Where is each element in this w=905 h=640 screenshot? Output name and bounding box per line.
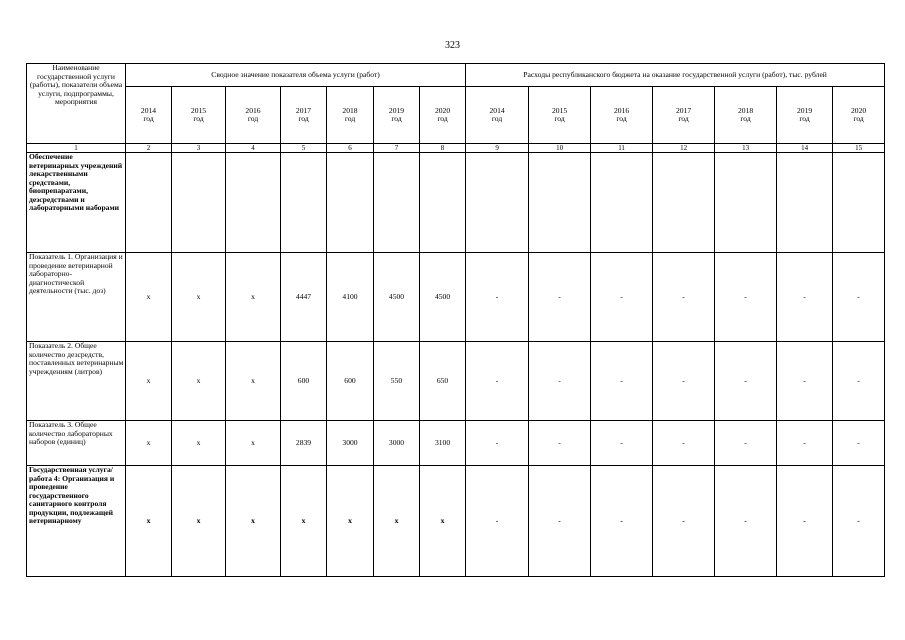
table-cell — [126, 153, 172, 253]
header-year: 2015 год — [172, 87, 226, 144]
header-row-years — [27, 87, 885, 144]
column-number: 12 — [653, 144, 715, 153]
row-name: Показатель 2. Общее количество дезсредств, поставленных ветеринарным учреждениям (литров) — [27, 342, 126, 421]
table-cell: x — [172, 342, 226, 421]
column-number: 4 — [226, 144, 281, 153]
table-cell: x — [126, 253, 172, 342]
page-number: 323 — [445, 40, 460, 51]
column-number: 10 — [529, 144, 591, 153]
table-cell: x — [374, 466, 420, 577]
table-cell — [420, 153, 466, 253]
column-number: 15 — [833, 144, 885, 153]
table-cell: - — [715, 342, 777, 421]
table-cell: 550 — [374, 342, 420, 421]
header-expenses-group: Расходы республиканского бюджета на оказание государственной услуги (работ), тыс. рублей — [466, 64, 885, 87]
row-name: Показатель 3. Общее количество лабораторных наборов (единиц) — [27, 421, 126, 466]
table-cell: - — [591, 466, 653, 577]
table-cell: - — [833, 253, 885, 342]
table-cell: x — [126, 466, 172, 577]
table-cell: - — [466, 421, 529, 466]
table-cell: x — [226, 421, 281, 466]
table-cell: - — [466, 253, 529, 342]
header-year: 2020 год — [833, 87, 885, 144]
table-cell: - — [466, 466, 529, 577]
table-cell: - — [529, 466, 591, 577]
header-name-column: Наименование государственной услуги (работы), показатели объема услуги, подпрограммы, мероприятия — [27, 64, 126, 144]
table-cell: - — [653, 421, 715, 466]
table-cell: - — [833, 342, 885, 421]
table-cell: - — [777, 421, 833, 466]
table-cell: - — [833, 466, 885, 577]
header-year: 2014 год — [126, 87, 172, 144]
row-name: Обеспечение ветеринарных учреждений лекарственными средствами, биопрепаратами, дезсредствами и лабораторными наборами — [27, 153, 126, 253]
table-cell: - — [833, 421, 885, 466]
header-year: 2019 год — [374, 87, 420, 144]
table-cell: x — [126, 342, 172, 421]
table-cell: x — [226, 253, 281, 342]
header-row-groups — [27, 64, 885, 87]
header-year: 2018 год — [715, 87, 777, 144]
column-number: 9 — [466, 144, 529, 153]
column-number: 8 — [420, 144, 466, 153]
table-cell: 3000 — [374, 421, 420, 466]
table-cell — [715, 153, 777, 253]
table-cell: - — [715, 421, 777, 466]
table-cell: x — [172, 466, 226, 577]
header-year: 2017 год — [653, 87, 715, 144]
table-cell: - — [653, 253, 715, 342]
table-cell: - — [529, 253, 591, 342]
header-year: 2020 год — [420, 87, 466, 144]
column-number: 2 — [126, 144, 172, 153]
column-number: 7 — [374, 144, 420, 153]
header-volume-group: Сводное значение показателя объема услуги (работ) — [126, 64, 466, 87]
column-number: 3 — [172, 144, 226, 153]
row-name: Показатель 1. Организация и проведение ветеринарной лабораторно-диагностической деятельности (тыс. доз) — [27, 253, 126, 342]
header-year: 2014 год — [466, 87, 529, 144]
column-number-row — [27, 144, 885, 153]
table-cell: 3100 — [420, 421, 466, 466]
table-cell: - — [591, 253, 653, 342]
column-number: 5 — [281, 144, 327, 153]
row-name: Государственная услуга/работа 4: Организация и проведение государственного санитарного контроля продукции, подлежащей ветеринарному — [27, 466, 126, 577]
table-cell: x — [126, 421, 172, 466]
header-year: 2017 год — [281, 87, 327, 144]
table-cell: 4100 — [327, 253, 374, 342]
column-number: 11 — [591, 144, 653, 153]
table-cell: x — [327, 466, 374, 577]
table-cell — [591, 153, 653, 253]
table-cell: 2839 — [281, 421, 327, 466]
table-cell: x — [172, 253, 226, 342]
table-cell: - — [591, 342, 653, 421]
table-cell: - — [777, 466, 833, 577]
table-cell: - — [529, 342, 591, 421]
header-year: 2016 год — [591, 87, 653, 144]
column-number: 14 — [777, 144, 833, 153]
table-cell — [777, 153, 833, 253]
table-cell: - — [591, 421, 653, 466]
table-cell: 4500 — [420, 253, 466, 342]
table-row — [27, 153, 885, 253]
table-cell — [226, 153, 281, 253]
table-cell — [374, 153, 420, 253]
table-cell: x — [226, 466, 281, 577]
table-cell: - — [715, 253, 777, 342]
table-cell: - — [777, 253, 833, 342]
column-number: 1 — [27, 144, 126, 153]
table-cell: 600 — [281, 342, 327, 421]
table-cell: - — [715, 466, 777, 577]
table-cell — [466, 153, 529, 253]
table-cell: 600 — [327, 342, 374, 421]
table-cell: - — [777, 342, 833, 421]
table-cell: x — [420, 466, 466, 577]
table-cell — [833, 153, 885, 253]
table-cell: - — [653, 342, 715, 421]
table-cell — [653, 153, 715, 253]
table-cell: 4500 — [374, 253, 420, 342]
table-cell — [529, 153, 591, 253]
table-cell: 4447 — [281, 253, 327, 342]
header-year: 2019 год — [777, 87, 833, 144]
table-cell: 650 — [420, 342, 466, 421]
budget-table — [26, 63, 885, 577]
table-cell: - — [466, 342, 529, 421]
table-cell — [327, 153, 374, 253]
table-cell — [281, 153, 327, 253]
table-cell: - — [653, 466, 715, 577]
header-year: 2015 год — [529, 87, 591, 144]
header-year: 2018 год — [327, 87, 374, 144]
table-row — [27, 253, 885, 342]
table-cell: 3000 — [327, 421, 374, 466]
table-cell — [172, 153, 226, 253]
table-row — [27, 342, 885, 421]
table-row — [27, 466, 885, 577]
table-cell: x — [281, 466, 327, 577]
table-cell: x — [172, 421, 226, 466]
header-year: 2016 год — [226, 87, 281, 144]
column-number: 13 — [715, 144, 777, 153]
column-number: 6 — [327, 144, 374, 153]
table-cell: - — [529, 421, 591, 466]
table-row — [27, 421, 885, 466]
table-cell: x — [226, 342, 281, 421]
